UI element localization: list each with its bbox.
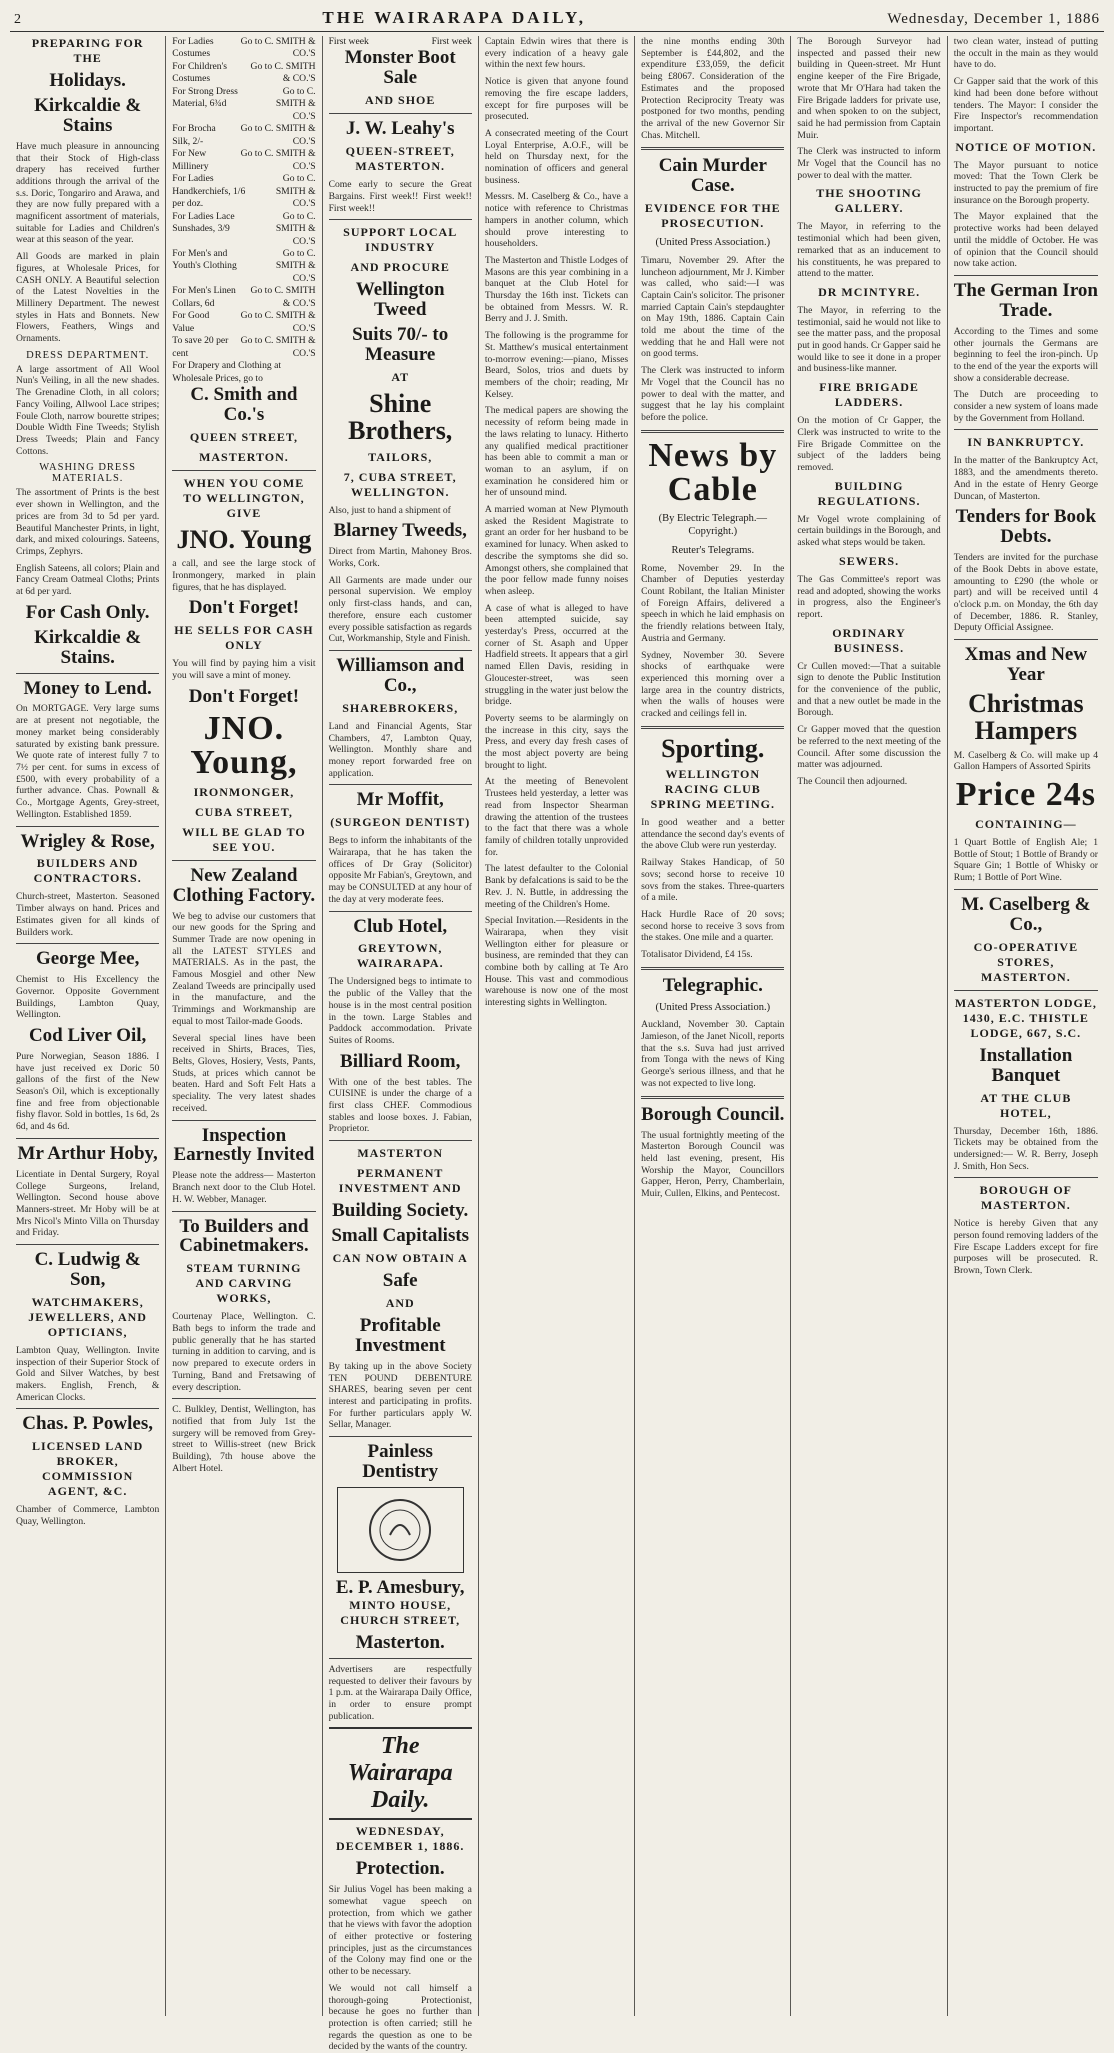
headline: Inspection Earnestly Invited (173, 1124, 315, 1166)
article-text: Tenders are invited for the purchase of the Book Debts in above estate, amounting to £290 (the whole or part) and will be received until 4 o'clock p.m. on Monday, the 6th day of December, 1886. R. Stanley, Deputy Official Assignee. (953, 552, 1098, 634)
article-text: The Masterton and Thistle Lodges of Masons are this year combining in a banquet at the Club Hotel for Thursday the 16th inst. Tickets can be obtained from Messrs. W. R. Berry and J. J. Smith. (484, 254, 629, 325)
listing-right: Go to C. SMITH & CO.'S (240, 36, 316, 60)
headline: FIRE BRIGADE LADDERS. (819, 380, 919, 410)
column-1 (10, 36, 166, 2016)
headline: CONTAINING— (975, 816, 1077, 831)
article-text: Licentiate in Dental Surgery, Royal College Surgeons, Ireland, Wellington. Second house above Manners-street. Mr Hoby will be at Mrs Nicol's Minto Villa on Thursday and Friday. (16, 1168, 160, 1239)
article-text: The medical papers are showing the necessity of reform being made in the laws relating to lunacy. Hitherto any qualified medical practitioner has been able to commit a man or woman to an asylum, if on examination he considered him or her of unsound mind. (484, 405, 629, 499)
headline: Suits 70/- to Measure (352, 324, 449, 366)
article-text: The Gas Committee's report was read and adopted, showing the works in progress, also the Engineer's report. (797, 573, 941, 620)
article-text: Sydney, November 30. Severe shocks of earthquake were experienced this morning over a large area in the country districts, when the walls of houses were cracked and ceilings fell in. (641, 649, 785, 720)
headline: (United Press Association.) (655, 237, 771, 249)
article-text: The Council then adjourned. (797, 775, 908, 787)
article-text: a call, and see the large stock of Ironmongery, marked in plain figures, that he has displayed. (172, 558, 316, 593)
listing-right: Go to C. SMITH & CO.'S (275, 210, 316, 247)
article-text: Lambton Quay, Wellington. Invite inspection of their Superior Stock of Gold and Silver Watches, by best makers. English, French, & American Clocks. (16, 1344, 160, 1403)
article-text: 1 Quart Bottle of English Ale; 1 Bottle of Stout; 1 Bottle of Brandy or Square Gin; 1 Bottle of Whisky or Rum; 1 Bottle of Port Wine. (953, 836, 1098, 884)
listing-left: First week (328, 36, 369, 47)
article-text: On the motion of Cr Gapper, the Clerk was instructed to write to the Fire Brigade Committee on the subject of the ladders being removed. (797, 415, 941, 473)
column-rule (16, 1138, 159, 1139)
article-text: Timaru, November 29. After the luncheon adjournment, Mr J. Kimber was called, who said:—I was Captain Cain's solicitor. The prisoner married Captain Cain's stepdaughter on May 19th, 1886. Captain Cain told me about the time of the wedding that he and Hall were not on good terms. (641, 254, 785, 360)
column-7 (948, 36, 1104, 2016)
article-text: Rome, November 29. In the Chamber of Deputies yesterday Count Robilant, the Italian Minister of Foreign Affairs, delivered a speech in which he laid emphasis on the friendly relations between Italy, Austria and Germany. (641, 562, 785, 644)
headline: Mr Arthur Hoby, (17, 1142, 158, 1164)
article-text: Church-street, Masterton. Seasoned Timber always on hand. Prices and Estimates given for all kinds of Builders work. (16, 891, 160, 938)
column-rule (954, 1177, 1098, 1178)
listing-row (172, 148, 315, 173)
column-rule (329, 1140, 472, 1141)
listing-right: Go to C. SMITH & CO.'S (275, 173, 316, 210)
headline: MASTERTON. (199, 450, 289, 464)
page-number: 2 (14, 12, 21, 27)
headline: AT THE CLUB HOTEL, (980, 1090, 1072, 1120)
headline: WEDNESDAY, DECEMBER 1, 1886. (336, 1824, 465, 1854)
headline: Chas. P. Powles, (22, 1413, 153, 1435)
listing-right: Go to C. SMITH & CO.'S (250, 60, 316, 85)
headline: Holidays. (49, 70, 126, 91)
article-text: We would not call himself a thorough-going Protectionist, because he goes no further than protection is often carried; still he regards the question as one to be decided by the wants of the country. (328, 1982, 472, 2053)
column-grid (10, 36, 1104, 2053)
headline: THE SHOOTING GALLERY. (816, 186, 922, 216)
listing-row (172, 123, 315, 148)
article-text: Auckland, November 30. Captain Jamieson, of the Janet Nicoll, reports that the s.s. Suva had just arrived from Tonga with the news of King George's serious illness, and that he was not expected to live long. (641, 1019, 785, 1089)
listing-right: Go to C. SMITH & CO.'S (275, 247, 316, 284)
headline: SUPPORT LOCAL INDUSTRY (343, 225, 458, 255)
column-rule (329, 1658, 472, 1659)
advertiser-name: E. P. Amesbury, (335, 1576, 465, 1598)
headline: Don't Forget! (188, 597, 300, 619)
headline: Mr Moffit, (356, 789, 444, 811)
headline: Price 24s (955, 775, 1096, 813)
headline: BUILDERS AND CONTRACTORS. (33, 856, 142, 886)
article-text: Also, just to hand a shipment of (328, 504, 451, 516)
headline: M. Caselberg & Co., (961, 893, 1091, 935)
column-6 (791, 36, 947, 2016)
listing-right: Go to C. SMITH & CO.'S (275, 85, 316, 122)
article-text: In the matter of the Bankruptcy Act, 1883, and the amendments thereto. And in the estate of Henry George Duncan, of Masterton. (953, 455, 1098, 502)
headline: Sporting. (661, 733, 765, 763)
article-text: The following is the programme for St. Matthew's musical entertainment to-morrow evening:—piano, Misses Beard, Solos, trios and duets by members of the choir; reading, Mr Kelsey. (484, 330, 629, 400)
headline: C. Smith and Co.'s (190, 384, 298, 426)
headline: SEWERS. (839, 553, 900, 568)
headline: (United Press Association.) (655, 1001, 771, 1013)
headline: Williamson and Co., (336, 655, 465, 696)
article-text: Pure Norwegian, Season 1886. I have just received ex Doric 50 gallons of the first of the New Season's Oil, which is exceptionally fine and free from objectionable fishy flavor. Sold in bottles, 1s 6d, 2s 6d, and 4s 6d. (16, 1050, 160, 1133)
section-rule (641, 147, 784, 150)
headline: Installation Banquet (979, 1044, 1073, 1086)
headline: Wellington Tweed (355, 279, 445, 321)
headline: GREYTOWN, WAIRARAPA. (356, 941, 444, 971)
article-text: Special Invitation.—Residents in the Wairarapa, when they visit Wellington either for pleasure or business, are reminded that they can combine both by calling at Te Aro House. This vast and commodious warehouse is now one of the most interesting sights in Wellington. (484, 915, 629, 1009)
article-text: According to the Times and some other journals the Germans are beginning to feel the iron-pinch. Up to the end of the year the exports will show a considerable decrease. (953, 325, 1098, 384)
article-text: A consecrated meeting of the Court Loyal Enterprise, A.O.F., will be held on Thursday next, for the nomination of officers and general business. (484, 127, 629, 186)
column-rule (172, 860, 315, 861)
headline: Kirkcaldie & Stains. (34, 626, 142, 668)
headline: WHEN YOU COME TO WELLINGTON, GIVE (183, 476, 305, 520)
headline: CO-OPERATIVE STORES, MASTERTON. (973, 939, 1079, 984)
column-rule (329, 650, 472, 651)
masthead (10, 6, 1104, 32)
column-4 (479, 36, 635, 2016)
column-rule (172, 1211, 315, 1212)
listing-row (172, 61, 315, 86)
article-text: The usual fortnightly meeting of the Masterton Borough Council was held last evening, present, His Worship the Mayor, Councillors Gapper, Heron, Perry, Chamberlain, Muir, Cullen, Elkins, and Pentecost. (641, 1129, 785, 1200)
article-text: Cr Gapper moved that the question be referred to the next meeting of the Council. After some discussion the matter was adjourned. (797, 724, 941, 771)
article-text: All Garments are made under our personal supervision. We employ only first-class hands, and can, therefore, ensure each customer every possible satisfaction as regards Cut, Workmanship, Style and Finish. (328, 574, 472, 645)
headline: Kirkcaldie & Stains (34, 94, 142, 136)
article-text: Land and Financial Agents, Star Chambers, 47, Lambton Quay, Wellington. Monthly share and money report forwarded free on application. (328, 720, 472, 779)
article-text: Advertisers are respectfully requested to deliver their favours by 1 p.m. at the Wairarapa Daily Office, in order to ensure prompt publication. (328, 1663, 472, 1722)
column-2 (166, 36, 322, 2016)
listing-row (172, 285, 315, 310)
listing-left: For Ladies Handkerchiefs, 1/6 per doz. (172, 173, 246, 210)
article-text: At the meeting of Benevolent Trustees held yesterday, a letter was read from Inspector Shearman drawing the attention of the trustees to the fact that there was a whole family of children totally unprovided for. (484, 776, 629, 858)
article-text: A large assortment of All Wool Nun's Veiling, in all the new shades. The Grenadine Cloth, in all colors; Fancy Voiling, Allwool Lace stripes; Foule Cloth, narrow bourette stripes; Double Width Fine Tweeds; Stylish Dress Tweeds; Plain and Fancy Cottons. (16, 363, 160, 457)
article-text: All Goods are marked in plain figures, at Wholesale Prices, for CASH ONLY. A Beautiful selection of the Latest Novelties in the Millinery Department. The newest styles in Hats and Bonnets. New Flowers, Feathers, Wings and Ornaments. (16, 251, 160, 345)
column-rule (954, 429, 1098, 430)
column-rule (954, 639, 1098, 640)
article-text: On MORTGAGE. Very large sums are at present not negotiable, the money market being considerably saturated by existing bank pressure. We quote rate of interest fully 7 to 7½ per cent. for sums in excess of £500, with every probability of a further advance. Chas. Pownall & Co., Mortgage Agents, Grey-street, Wellington. Established 1859. (16, 703, 160, 820)
headline: QUEEN-STREET, MASTERTON. (345, 144, 455, 174)
headline: Small Capitalists (331, 1225, 470, 1247)
article-text: The Borough Surveyor had inspected and passed their new building in Queen-street. Mr Hunt engine keeper of the Fire Brigade, wrote that Mr O'Hara had taken the Fire Brigade ladders for private use, and when spoken to on the subject, said he had permission from Captain Muir. (797, 36, 941, 141)
headline: (By Electric Telegraph.—Copyright.) (658, 512, 767, 538)
headline: IRONMONGER, (193, 784, 295, 799)
article-text: With one of the best tables. The CUISINE is under the charge of a first class CHEF. Commodious stables and loose boxes. J. Fabian, Proprietor. (328, 1076, 472, 1135)
article-text: Poverty seems to be alarmingly on the increase in this city, says the Press, and every day fresh cases of the most abject poverty are being brought to light. (484, 712, 629, 771)
listing-row (172, 173, 315, 210)
advertiser-seal (337, 1487, 464, 1573)
listing-left: For Children's Costumes (172, 60, 228, 85)
article-text: Chamber of Commerce, Lambton Quay, Wellington. (16, 1504, 160, 1528)
headline: DRESS DEPARTMENT. (26, 349, 150, 361)
article-text: A case of what is alleged to have been attempted suicide, say yesterday's Press, occurred at the corner of St. Asaph and Upper Hadfield streets. It appears that a girl named Ellen Davis, residing in Gloucester-street, was seen struggling in the water just below the bridge. (484, 602, 629, 708)
column-rule (16, 673, 159, 674)
article-text: You will find by paying him a visit you will save a mint of money. (172, 658, 316, 682)
column-rule (16, 1408, 159, 1409)
article-text: Captain Edwin wires that there is every indication of a heavy gale within the next few hours. (484, 36, 629, 71)
section-rule (641, 967, 784, 970)
headline: QUEEN STREET, (189, 430, 298, 444)
headline: AT (391, 370, 410, 385)
headline: BOROUGH OF MASTERTON. (979, 1183, 1073, 1213)
article-text: the nine months ending 30th September is £44,802, and the expenditure £33,059, the deficit being £8067. Consideration of the Estimates and the proposed Protection Reciprocity Treaty was postponed for two months, pending the arrival of the new Governor Sir Chas. Mitchell. (641, 36, 785, 141)
headline: TAILORS, (368, 449, 433, 464)
article-text: Thursday, December 16th, 1886. Tickets may be obtained from the undersigned:— W. R. Berry, Joseph J. Smith, Hon Secs. (953, 1125, 1098, 1172)
article-text: Railway Stakes Handicap, of 50 sovs; second horse to receive 10 sovs from the stakes. Three-quarters of a mile. (641, 857, 785, 904)
column-rule (16, 826, 159, 827)
listing-left: For Ladies Lace Sunshades, 3/9 (172, 210, 235, 235)
headline: Painless Dentistry (362, 1441, 439, 1482)
article-text: The Clerk was instructed to inform Mr Vogel that the Council has no power to deal with the matter, and suggest that he lay his complaint before the police. (641, 365, 785, 423)
headline: To Builders and Cabinetmakers. (179, 1215, 309, 1257)
headline: CUBA STREET, (195, 804, 293, 819)
headline: Profitable Investment (354, 1314, 446, 1356)
headline: Shine Brothers, (348, 389, 453, 446)
headline: SHAREBROKERS, (342, 700, 459, 715)
listing-left: For Strong Dress Material, 6¾d (172, 85, 238, 110)
article-text: Have much pleasure in announcing that their Stock of High-class drapery has received further additions through the arrival of the s.s. Doric, Tongariro and Arawa, and they are now fully prepared with a magnificent assortment of materials, suitable for Ladies and Children's wear at this season of the year. (16, 140, 160, 246)
section-rule (641, 1096, 784, 1099)
headline: Christmas Hampers (968, 688, 1084, 746)
column-rule (172, 1398, 315, 1399)
headline: NOTICE OF MOTION. (955, 139, 1097, 154)
article-text: The latest defaulter to the Colonial Bank by defalcations is said to be the Rev. J. N. Buttle, in addressing the meeting of the Children's Home. (484, 863, 629, 910)
headline: WASHING DRESS MATERIALS. (39, 462, 136, 485)
headline: New Zealand Clothing Factory. (172, 864, 316, 906)
article-text: Totalisator Dividend, £4 15s. (641, 949, 753, 961)
headline: Money to Lend. (23, 677, 152, 699)
headline: Cod Liver Oil, (28, 1025, 147, 1046)
headline: JNO. Young (176, 525, 312, 554)
article-text: Mr Vogel wrote complaining of certain buildings in the Borough, and asked what steps would be taken. (797, 513, 941, 549)
headline: Cain Murder Case. (658, 155, 767, 197)
listing-left: To save 20 per cent (172, 335, 229, 359)
headline: J. W. Leahy's (345, 118, 455, 140)
article-text: In good weather and a better attendance the second day's events of the above Club were run yesterday. (641, 817, 785, 852)
listing-left: For Drapery and Clothing at Wholesale Prices, go to (172, 360, 281, 384)
listing-left: For Good Value (172, 310, 210, 334)
article-text: two clean water, instead of putting the occult in the main as they would have to do. (953, 36, 1098, 71)
listing-right: First week (431, 36, 472, 47)
article-text: Hack Hurdle Race of 20 sovs; second horse to receive 3 sovs from the stakes. One mile and a quarter. (641, 908, 785, 944)
article-text: Direct from Martin, Mahoney Bros. Works, Cork. (328, 546, 472, 570)
article-text: Messrs. M. Caselberg & Co., have a notice with reference to Christmas hampers in another column, which should prove interesting to householders. (484, 191, 629, 250)
headline: Don't Forget! (188, 685, 300, 707)
headline: Wrigley & Rose, (20, 830, 155, 852)
column-rule (172, 1120, 315, 1121)
section-rule (641, 430, 784, 433)
article-text: The Clerk was instructed to inform Mr Vogel that the Council has no power to deal with the matter. (797, 146, 941, 181)
article-text: The Mayor, in referring to the testimonial which had been given, remarked that as an inducement to his constituents, he was prepared to attend to the matter. (797, 221, 941, 280)
article-text: The assortment of Prints is the best ever shown in Wellington, and the prices are from 3d to 5d per yard. Beautiful Manchester Prints, in light, dark, and mixed colourings. Sateens, Crimps, Zephyrs. (16, 487, 160, 557)
listing-right: Go to C. SMITH & CO.'S (240, 123, 316, 147)
listing-right: Go to C. SMITH & CO.'S (250, 285, 316, 309)
headline: MASTERTON LODGE, 1430, E.C. THISTLE LODGE, 667, S.C. (954, 995, 1097, 1040)
headline: C. Ludwig & Son, (34, 1249, 141, 1290)
headline: Reuter's Telegrams. (671, 544, 755, 556)
logo-block (329, 1487, 472, 1598)
column-rule (954, 889, 1098, 890)
headline: The Wairarapa Daily. (329, 1727, 472, 1820)
headline: The German Iron Trade. (953, 279, 1098, 321)
article-text: The Undersigned begs to intimate to the public of the Valley that the house is in the most central position in the town. Large Stables and Paddock accommodation. Private Suites of Rooms. (328, 976, 472, 1046)
column-5 (635, 36, 791, 2016)
headline: Masterton. (355, 1631, 445, 1653)
article-text: Begs to inform the inhabitants of the Wairarapa, that he has taken the offices of Dr Gray (Solicitor) opposite Mr Fabian's, Greytown, and may be CONSULTED at any hour of the day at very moderate fees. (328, 835, 472, 905)
headline: MINTO HOUSE, CHURCH STREET, (340, 1597, 461, 1627)
headline: (SURGEON DENTIST) (330, 815, 471, 830)
article-text: English Sateens, all colors; Plain and Fancy Cream Oatmeal Cloths; Prints at 6d per yard. (16, 562, 160, 598)
headline: Safe (382, 1270, 418, 1292)
headline: 7, CUBA STREET, WELLINGTON. (343, 469, 457, 499)
headline: PREPARING FOR THE (31, 36, 144, 65)
newspaper-title: THE WAIRARAPA DAILY, (322, 8, 586, 27)
article-text: Sir Julius Vogel has been making a somewhat vague speech on protection, from which we gather that he views with favor the adoption of either protective or fostering principles, just as the circumstances of the Colony may find one or the other to be necessary. (328, 1884, 472, 1978)
section-rule (641, 726, 784, 729)
column-rule (954, 990, 1098, 991)
headline: EVIDENCE FOR THE PROSECUTION. (644, 201, 781, 231)
column-rule (329, 911, 472, 912)
column-rule (172, 470, 315, 471)
headline: PERMANENT INVESTMENT AND (338, 1166, 462, 1196)
article-text: By taking up in the above Society TEN POUND DEBENTURE SHARES, bearing seven per cent interest and participating in profits. For further particulars apply W. Sellar, Manager. (328, 1360, 472, 1431)
listing-row (172, 335, 315, 360)
headline: ORDINARY BUSINESS. (832, 625, 906, 655)
listing-left: For Men's and Youth's Clothing (172, 247, 237, 272)
column-rule (329, 784, 472, 785)
headline: Protection. (355, 1858, 445, 1880)
article-text: Notice is hereby Given that any person found removing ladders of the Fire Escape Ladders except for fire purposes will be prosecuted. R. Brown, Town Clerk. (953, 1218, 1098, 1277)
headline: AND (385, 1295, 415, 1310)
headline: STEAM TURNING AND CARVING WORKS, (186, 1261, 302, 1306)
headline: George Mee, (35, 948, 140, 970)
listing-left: For Ladies Costumes (172, 36, 214, 60)
headline: WILL BE GLAD TO SEE YOU. (182, 824, 306, 854)
headline: Club Hotel, (353, 915, 448, 937)
listing-right: Go to C. SMITH & CO.'S (240, 310, 316, 334)
article-text: The Mayor explained that the protective works had been delayed until the middle of October. He was of opinion that the Council should now take action. (953, 211, 1098, 270)
headline: For Cash Only. (25, 601, 150, 623)
column-rule (329, 1436, 472, 1437)
headline: AND SHOE (365, 93, 436, 108)
listing-right: Go to C. SMITH & CO.'S (240, 335, 316, 359)
column-3 (323, 36, 479, 2053)
article-text: C. Bulkley, Dentist, Wellington, has notified that from July 1st the surgery will be removed from Grey-street to Willis-street (new Brick Building), 7th house above the Albert Hotel. (172, 1404, 316, 1474)
column-rule (954, 275, 1098, 276)
article-text: The Mayor, in referring to the testimonial, said he would not like to see the matter pass, and the proposal put in good hands. Cr Gapper said he would like to see it done in a proper and business-like manner. (797, 304, 941, 375)
article-text: Courtenay Place, Wellington. C. Bath begs to inform the trade and public generally that he has started turning in addition to carving, and is now prepared to execute orders in Turning, Band and Fretsawing of every description. (172, 1311, 316, 1393)
headline: Borough Council. (641, 1103, 785, 1125)
headline: JNO. Young, (190, 709, 298, 781)
headline: DR MCINTYRE. (818, 284, 921, 299)
listing-left: For Brocha Silk, 2/- (172, 123, 216, 147)
article-text: We beg to advise our customers that our new goods for the Spring and Summer Trade are now opening in all the LATEST STYLES and MATERIALS. As in the past, the Famous Mosgiel and other New Zealand Tweeds are principally used in the manufacture, and the Trimmings and Workmanship are equal to most Tailor-made Goods. (172, 910, 316, 1027)
headline: AND PROCURE (350, 260, 450, 275)
listing-row (172, 248, 315, 285)
article-text: Cr Gapper said that the work of this kind had been done before without tenders. The Mayor: I consider the Fire Inspector's recommendation important. (953, 76, 1098, 134)
article-text: Several special lines have been received in Shirts, Braces, Ties, Belts, Gloves, Hosiery, Vests, Pants, Studs, at prices which cannot be beaten. Hard and Soft Felt Hats a speciality. The very latest shades received. (172, 1032, 316, 1114)
listing-row (172, 86, 315, 123)
listing-right: Go to C. SMITH & CO.'S (240, 148, 316, 172)
headline: Xmas and New Year (964, 644, 1088, 685)
seal-icon (365, 1495, 435, 1565)
article-text: A married woman at New Plymouth asked the Resident Magistrate to grant an order for her husband to be examined for lunacy. When asked to describe the symptoms she did so. Amongst others, she complained that the poor fellow made funny noises when asleep. (484, 504, 629, 597)
headline: Telegraphic. (662, 974, 763, 996)
column-rule (329, 113, 472, 114)
listing-left: For New Millinery (172, 148, 209, 172)
headline: News by Cable (648, 436, 778, 508)
headline: Building Society. (332, 1200, 469, 1222)
article-text: Please note the address— Masterton Branch next door to the Club Hotel. H. W. Webber, Manager. (172, 1170, 316, 1205)
column-rule (329, 219, 472, 220)
article-text: M. Caselberg & Co. will make up 4 Gallon Hampers of Assorted Spirits (953, 749, 1098, 773)
article-text: Chemist to His Excellency the Governor. Opposite Government Buildings, Lambton Quay, Wellington. (16, 974, 160, 1021)
headline: Monster Boot Sale (344, 47, 456, 89)
headline: MASTERTON (357, 1146, 444, 1161)
issue-date: Wednesday, December 1, 1886 (887, 11, 1100, 27)
article-text: Cr Cullen moved:—That a suitable sign to denote the Public Institution for the convenience of the public, and that a new outlet be made in the Borough. (797, 660, 941, 719)
headline: HE SELLS FOR CASH ONLY (174, 623, 314, 653)
headline: WATCHMAKERS, JEWELLERS, AND OPTICIANS, (28, 1294, 147, 1339)
listing-row (172, 211, 315, 248)
article-text: Come early to secure the Great Bargains. First week!! First week!! First week!! (328, 179, 472, 214)
headline: BUILDING REGULATIONS. (817, 478, 921, 508)
headline: CAN NOW OBTAIN A (332, 1251, 468, 1266)
headline: Billiard Room, (340, 1050, 461, 1072)
column-rule (16, 1244, 159, 1245)
headline: Blarney Tweeds, (333, 520, 467, 542)
headline: WELLINGTON RACING CLUB SPRING MEETING. (650, 767, 775, 812)
listing-row (172, 310, 315, 335)
listing-left: For Men's Linen Collars, 6d (172, 285, 236, 309)
headline: IN BANKRUPTCY. (967, 435, 1085, 450)
column-rule (16, 943, 159, 944)
headline: LICENSED LAND BROKER, COMMISSION AGENT, &C. (31, 1439, 144, 1499)
listing-row (172, 36, 315, 61)
listing-row (172, 360, 315, 385)
article-text: The Dutch are proceeding to consider a new system of loans made by the Government from Holland. (953, 389, 1098, 424)
article-text: Notice is given that anyone found removing the fire escape ladders, except for fire purposes will be prosecuted. (484, 76, 629, 123)
headline: Tenders for Book Debts. (955, 506, 1097, 548)
article-text: The Mayor pursuant to notice moved: That the Town Clerk be instructed to pay the premium of fire insurance on the Borough property. (953, 159, 1098, 206)
